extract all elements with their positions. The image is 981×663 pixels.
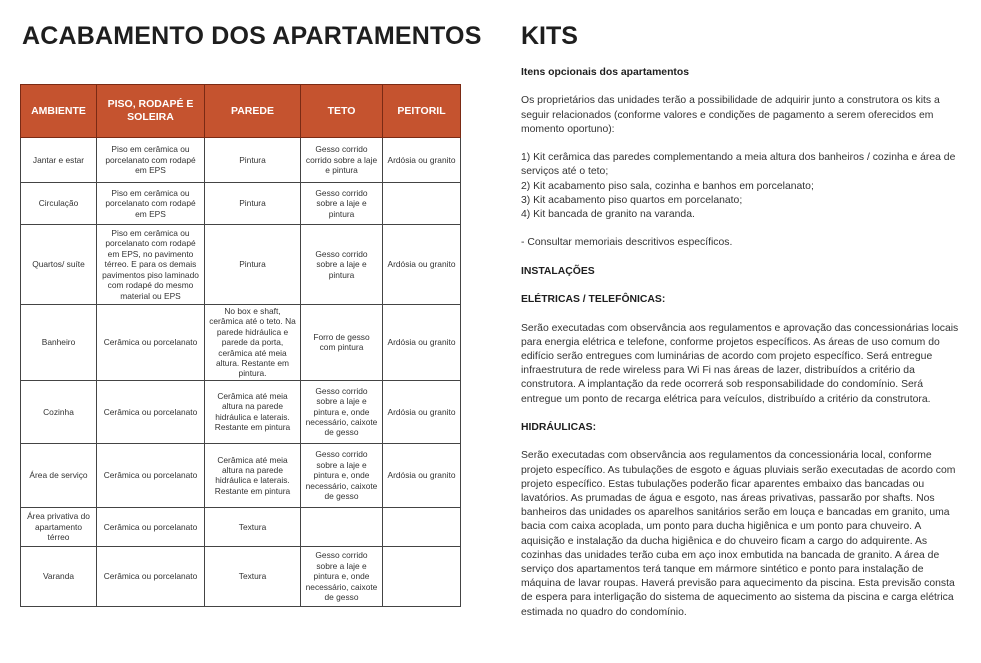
table-row bbox=[21, 380, 461, 443]
header-piso: PISO, RODAPÉ E SOLEIRA bbox=[97, 85, 205, 138]
electrical-text: Serão executadas com observância aos regulamentos e aprovação das concessionárias locais para energia elétrica e telefone, conforme projetos específicos. As áreas de uso comum do edifício serão entregues com luminárias de acordo com projeto específico. Será entregue infraestrutura de rede wireless para Wi Fi nas áreas de lazer, distribuídos a critério da construtora. A implantação da rede ocorrerá sob responsabilidade do condomínio. Será entregue um ponto de recarga elétrica para veículos, distribuído a critério da construtora. bbox=[521, 322, 959, 405]
cell-ambiente: Circulação bbox=[21, 183, 97, 225]
cell-parede: Textura bbox=[205, 507, 301, 546]
cell-teto: Gesso corrido sobre a laje e pintura bbox=[301, 225, 383, 305]
cell-piso: Piso em cerâmica ou porcelanato com rodapé em EPS bbox=[97, 138, 205, 183]
cell-teto bbox=[301, 507, 383, 546]
cell-peitoril: Ardósia ou granito bbox=[383, 305, 461, 381]
table-row bbox=[21, 225, 461, 305]
kits-intro: Os proprietários das unidades terão a possibilidade de adquirir junto a construtora os kits a seguir relacionados (conforme valores e condições de pagamento a serem oferecidos em momento oportuno): bbox=[521, 95, 940, 135]
kit-item: 3) Kit acabamento piso quartos em porcelanato; bbox=[521, 194, 743, 206]
cell-piso: Cerâmica ou porcelanato bbox=[97, 380, 205, 443]
cell-parede: Cerâmica até meia altura na parede hidráulica e laterais. Restante em pintura bbox=[205, 380, 301, 443]
cell-piso: Cerâmica ou porcelanato bbox=[97, 443, 205, 507]
installations-heading: INSTALAÇÕES bbox=[521, 265, 595, 277]
header-peitoril: PEITORIL bbox=[383, 85, 461, 138]
table-row bbox=[21, 305, 461, 381]
cell-parede: Textura bbox=[205, 546, 301, 606]
cell-piso: Piso em cerâmica ou porcelanato com rodapé em EPS, no pavimento térreo. E para os demais pavimentos piso laminado com rodapé do mesmo material ou EPS bbox=[97, 225, 205, 305]
cell-piso: Piso em cerâmica ou porcelanato com rodapé em EPS bbox=[97, 183, 205, 225]
cell-parede: No box e shaft, cerâmica até o teto. Na parede hidráulica e parede da porta, cerâmica até meia altura. Restante em pintura. bbox=[205, 305, 301, 381]
cell-parede: Pintura bbox=[205, 225, 301, 305]
cell-teto: Forro de gesso com pintura bbox=[301, 305, 383, 381]
cell-ambiente: Banheiro bbox=[21, 305, 97, 381]
table-row bbox=[21, 183, 461, 225]
kits-section bbox=[521, 66, 961, 620]
hydraulic-heading: HIDRÁULICAS: bbox=[521, 421, 597, 433]
cell-ambiente: Cozinha bbox=[21, 380, 97, 443]
cell-ambiente: Varanda bbox=[21, 546, 97, 606]
kits-note: - Consultar memoriais descritivos específicos. bbox=[521, 237, 733, 249]
electrical-heading: ELÉTRICAS / TELEFÔNICAS: bbox=[521, 294, 666, 306]
hydraulic-text: Serão executadas com observância aos regulamentos da concessionária local, conforme projeto específico. As tubulações de esgoto e águas pluviais serão executadas de acordo com projeto específico. Estas tubulações poderão ficar aparentes embaixo das bancadas ou lavatórios. As prumadas de água e esgoto, nas áreas privativas, passarão por shafts. Nos banheiros das unidades os aparelhos sanitários serão em louça e bancadas em granito, uma bacia com caixa acoplada, um ponto para ducha higiênica e um ponto para chuveiro. A aquisição e instalação da ducha higiênica e do chuveiro ficam a cargo do adquirente. As cozinhas das unidades terão cuba em aço inox embutida na bancada de granito. A área de serviço dos apartamentos terá tanque em mármore sintético e ponto para instalação de máquina de lavar roupas. Haverá previsão para aquecimento da piscina. Esta previsão consta de espera para interligação do sistema de aquecimento ao sistema da piscina e carga elétrica estimada no quadro do condomínio. bbox=[521, 450, 956, 618]
cell-peitoril bbox=[383, 546, 461, 606]
cell-piso: Cerâmica ou porcelanato bbox=[97, 546, 205, 606]
cell-parede: Pintura bbox=[205, 183, 301, 225]
table-header-row bbox=[21, 85, 461, 138]
kits-subtitle: Itens opcionais dos apartamentos bbox=[521, 67, 690, 78]
cell-peitoril bbox=[383, 183, 461, 225]
cell-ambiente: Área de serviço bbox=[21, 443, 97, 507]
page-title-kits: KITS bbox=[521, 22, 578, 50]
cell-ambiente: Quartos/ suíte bbox=[21, 225, 97, 305]
finishes-table bbox=[20, 84, 461, 607]
cell-peitoril: Ardósia ou granito bbox=[383, 380, 461, 443]
cell-teto: Gesso corrido sobre a laje e pintura e, onde necessário, caixote de gesso bbox=[301, 380, 383, 443]
cell-parede: Cerâmica até meia altura na parede hidráulica e laterais. Restante em pintura bbox=[205, 443, 301, 507]
cell-piso: Cerâmica ou porcelanato bbox=[97, 305, 205, 381]
page-title-finishes: ACABAMENTO DOS APARTAMENTOS bbox=[22, 22, 482, 50]
header-teto: TETO bbox=[301, 85, 383, 138]
cell-teto: Gesso corrido sobre a laje e pintura e, onde necessário, caixote de gesso bbox=[301, 443, 383, 507]
cell-teto: Gesso corrido sobre a laje e pintura e, onde necessário, caixote de gesso bbox=[301, 546, 383, 606]
header-ambiente: AMBIENTE bbox=[21, 85, 97, 138]
cell-ambiente: Jantar e estar bbox=[21, 138, 97, 183]
header-parede: PAREDE bbox=[205, 85, 301, 138]
cell-peitoril: Ardósia ou granito bbox=[383, 225, 461, 305]
cell-piso: Cerâmica ou porcelanato bbox=[97, 507, 205, 546]
table-row bbox=[21, 507, 461, 546]
cell-teto: Gesso corrido corrido sobre a laje e pintura bbox=[301, 138, 383, 183]
cell-parede: Pintura bbox=[205, 138, 301, 183]
cell-peitoril bbox=[383, 507, 461, 546]
kit-item: 1) Kit cerâmica das paredes complementando a meia altura dos banheiros / cozinha e área de serviços até o teto; bbox=[521, 152, 956, 178]
cell-teto: Gesso corrido sobre a laje e pintura bbox=[301, 183, 383, 225]
kit-item: 4) Kit bancada de granito na varanda. bbox=[521, 209, 695, 220]
kit-item: 2) Kit acabamento piso sala, cozinha e banhos em porcelanato; bbox=[521, 180, 814, 192]
table-row bbox=[21, 138, 461, 183]
table-row bbox=[21, 443, 461, 507]
cell-peitoril: Ardósia ou granito bbox=[383, 138, 461, 183]
table-row bbox=[21, 546, 461, 606]
cell-peitoril: Ardósia ou granito bbox=[383, 443, 461, 507]
cell-ambiente: Área privativa do apartamento térreo bbox=[21, 507, 97, 546]
